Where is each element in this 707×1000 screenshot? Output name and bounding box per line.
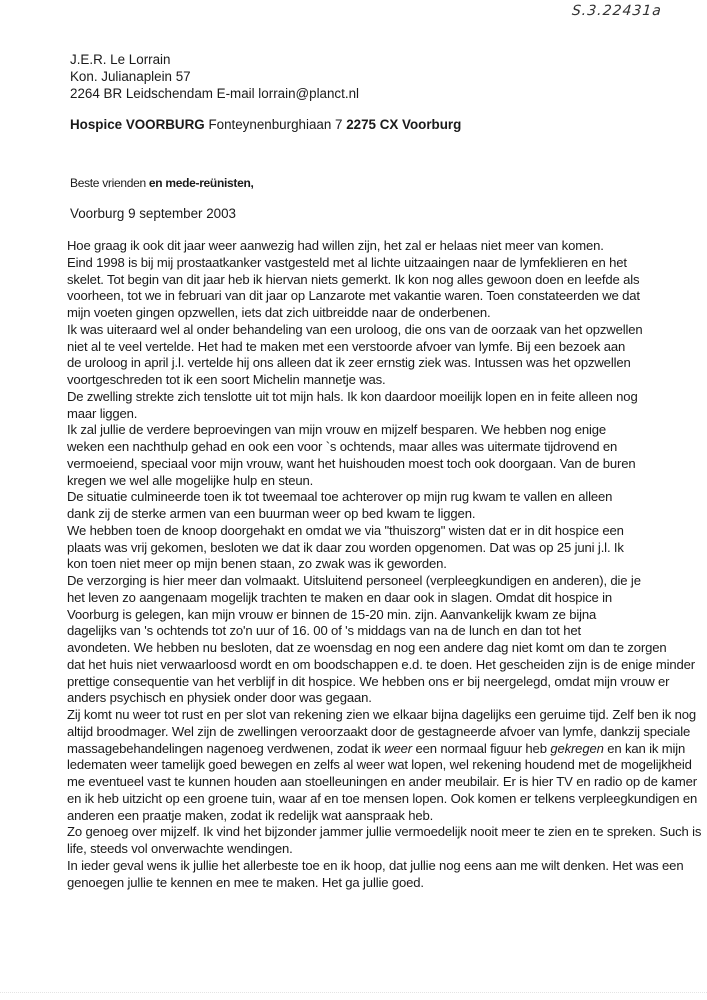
body-line: Ik was uiteraard wel al onder behandeling van een uroloog, die ons van de oorzaak van het opzwellen <box>67 321 643 337</box>
body-line: In ieder geval wens ik jullie het allerbeste toe en ik hoop, dat jullie nog eens aan me wilt denken. Het was een <box>67 857 684 873</box>
body-line: De situatie culmineerde toen ik tot tweemaal toe achterover op mijn rug kwam te vallen en alleen <box>67 489 613 505</box>
body-line: plaats was vrij gekomen, besloten we dat ik daar zou worden opgenomen. Dat was op 25 juni j.l. Ik <box>67 539 624 555</box>
hospice-name-bold: VOORBURG <box>125 117 205 132</box>
body-line: mijn voeten gingen opzwellen, iets dat zich uitbreidde naar de onderbenen. <box>67 305 491 320</box>
body-text: en kan ik mijn <box>603 740 686 756</box>
body-line: dank zij de sterke armen van een buurman weer op bed kwam te liggen. <box>67 506 476 521</box>
body-line: dat het huis niet verwaarloosd wordt en om boodschappen e.d. te doen. Het gescheiden zijn is de enige minder <box>67 656 695 672</box>
body-line: Hoe graag ik ook dit jaar weer aanwezig had willen zijn, het zal er helaas niet meer van komen. <box>67 238 604 253</box>
body-text: een normaal figuur heb <box>411 740 551 756</box>
body-line: en ik heb uitzicht op een groene tuin, waar af en toe mensen lopen. Ook komen er telkens verpleegkundigen en <box>67 790 698 806</box>
body-line: prettige consequentie van het verblijf in dit hospice. We hebben ons er bij neergelegd, omdat mijn vrouw er <box>67 673 670 689</box>
body-line: De zwelling strekte zich tenslotte uit tot mijn hals. Ik kon daardoor moeilijk lopen en in feite alleen nog <box>67 388 638 404</box>
body-emphasis: weer <box>384 740 412 756</box>
place-date-line: Voorburg 9 september 2003 <box>70 206 237 221</box>
body-line <box>67 741 697 758</box>
body-line: dagelijks van 's ochtends tot zo'n uur of 16. 00 of 's middags van na de lunch en dan tot het <box>67 623 582 639</box>
body-emphasis: gekregen <box>550 740 604 756</box>
body-line: maar liggen. <box>67 405 138 421</box>
letter-body <box>67 238 702 891</box>
body-line: life, steeds vol onverwachte wendingen. <box>67 841 293 856</box>
body-text: massagebehandelingen nagenoeg verdwenen, zodat ik <box>67 740 385 756</box>
salutation-plain: Beste vrienden <box>70 176 146 190</box>
salutation-bold: en mede-reünisten, <box>148 176 254 190</box>
body-line: Ik zal jullie de verdere beproevingen van mijn vrouw en mijzelf besparen. We hebben nog enige <box>67 422 606 438</box>
body-line: voortgeschreden tot ik een soort Michelin mannetje was. <box>67 372 386 387</box>
body-line: We hebben toen de knoop doorgehakt en omdat we via "thuiszorg" wisten dat er in dit hospice een <box>67 522 624 538</box>
body-line: kon toen niet meer op mijn benen staan, zo zwak was ik geworden. <box>67 556 447 572</box>
body-line: niet al te veel vertelde. Het had te maken met een verstoorde afvoer van lymfe. Bij een bezoek aan <box>67 338 626 354</box>
sender-street: Kon. Julianaplein 57 <box>70 69 191 84</box>
body-line: voorheen, tot we in februari van dit jaar op Lanzarote met vakantie waren. Toen constateerden we dat <box>67 288 640 304</box>
body-line: me eventueel vast te kunnen houden aan stoelleuningen en ander meubilair. Er is hier TV en radio op de kamer <box>67 774 697 789</box>
hospice-postcode-city: 2275 CX Voorburg <box>346 117 462 132</box>
body-line: ledematen weer tamelijk goed bewegen en zelfs al weer wat lopen, wel rekening houdend met de mogelijkheid <box>67 757 692 773</box>
body-line: genoegen jullie te kennen en mee te maken. Het ga jullie goed. <box>67 874 424 890</box>
hospice-street: Fonteynenburghiaan 7 <box>208 117 343 132</box>
body-line: kregen we wel alle mogelijke hulp en steun. <box>67 472 314 488</box>
body-line: de uroloog in april j.l. vertelde hij ons alleen dat ik zeer ernstig ziek was. Intussen was het opzwellen <box>67 355 631 371</box>
body-line: Eind 1998 is bij mij prostaatkanker vastgesteld met al lichte uitzaaingen naar de lymfeklieren en het <box>67 254 627 270</box>
sender-address-block <box>70 51 359 102</box>
sender-name: J.E.R. Le Lorrain <box>70 52 171 67</box>
hospice-name-plain: Hospice <box>70 117 123 132</box>
scan-edge-noise <box>0 992 707 996</box>
body-line: het leven zo aangenaam mogelijk trachten te maken en daar ook in slagen. Omdat dit hospice in <box>67 589 613 605</box>
body-line: Voorburg is gelegen, kan mijn vrouw er binnen de 15-20 min. zijn. Aanvankelijk kwam ze bijna <box>67 606 597 622</box>
body-line: Zij komt nu weer tot rust en per slot van rekening zien we elkaar bijna dagelijks een geruime tijd. Zelf ben ik nog <box>67 707 697 722</box>
body-line: De verzorging is hier meer dan volmaakt. Uitsluitend personeel (verpleegkundigen en anderen), die je <box>67 573 641 588</box>
body-line: anders psychisch en physiek onder door was gegaan. <box>67 690 372 706</box>
archive-number-handwritten: S.3.22431a <box>571 3 663 19</box>
body-line: altijd broodmager. Wel zijn de zwellingen veroorzaakt door de gestagneerde afvoer van lymfe, dankzij speciale <box>67 723 691 739</box>
hospice-address-line <box>70 117 461 132</box>
body-line: skelet. Tot begin van dit jaar heb ik hiervan niets gemerkt. Ik kon nog alles gewoon doen en leefde als <box>67 271 640 287</box>
body-line: avondeten. We hebben nu besloten, dat ze woensdag en nog een andere dag niet komt om dan te zorgen <box>67 640 667 655</box>
body-line: anderen een praatje maken, zodat ik redelijk wat aanspraak heb. <box>67 807 434 823</box>
body-line: vermoeiend, speciaal voor mijn vrouw, want het huishouden moest toch ook doorgaan. Van de buren <box>67 455 636 471</box>
body-line: Zo genoeg over mijzelf. Ik vind het bijzonder jammer jullie vermoedelijk nooit meer te zien en te spreken. Such is <box>67 824 702 840</box>
salutation <box>70 176 254 190</box>
body-line: weken een nachthulp gehad en ook een voor `s ochtends, maar alles was uitermate tijdrovend en <box>67 439 618 454</box>
sender-city-email: 2264 BR Leidschendam E-mail lorrain@planct.nl <box>70 86 359 101</box>
